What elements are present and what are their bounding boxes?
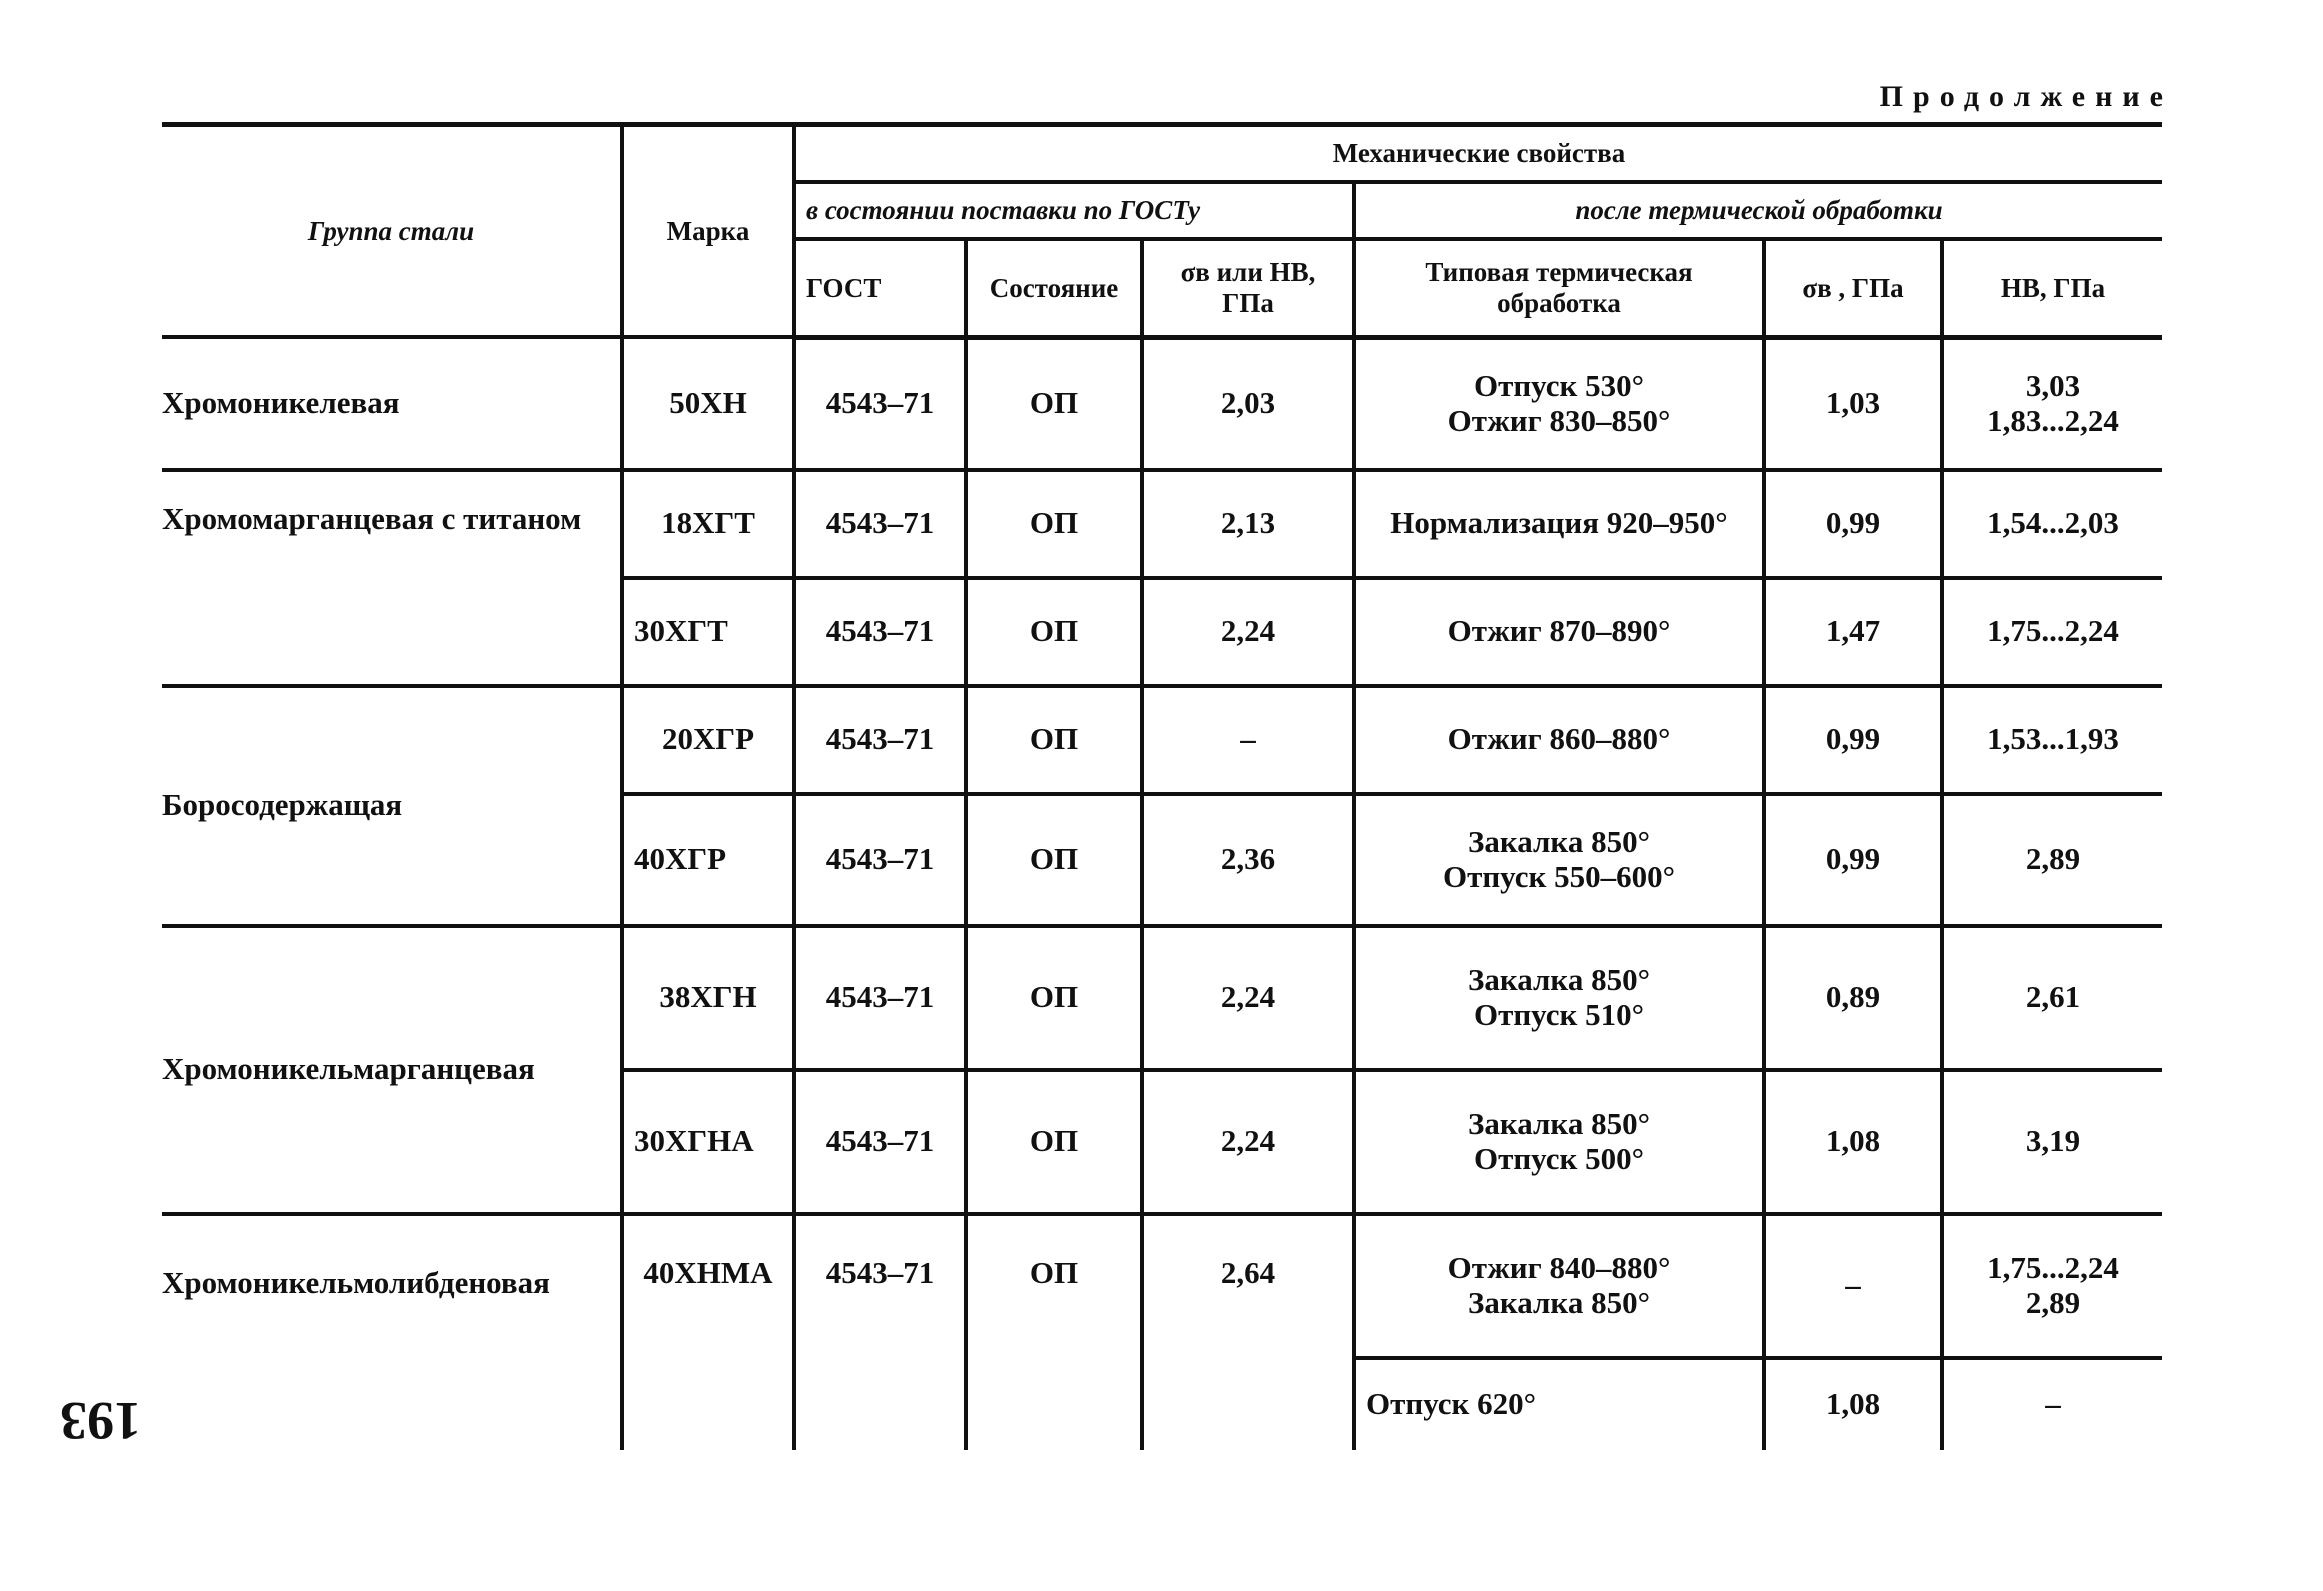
hb-cell: –	[1942, 1358, 2162, 1450]
heat-treatment-cell: Отпуск 620°	[1354, 1358, 1764, 1450]
table-row	[162, 926, 2162, 1070]
table-row	[162, 470, 2162, 578]
steel-group-cell: Хромоникельмолибденовая	[162, 1214, 622, 1450]
header-state: Состояние	[966, 239, 1142, 337]
header-mechanical-properties: Механические свойства	[794, 125, 2162, 182]
hb-cell: 2,61	[1942, 926, 2162, 1070]
header-delivery-state: в состоянии поставки по ГОСТу	[794, 182, 1354, 239]
header-sigma-or-hb: σв или HB, ГПа	[1142, 239, 1354, 337]
state-cell: ОП	[966, 1070, 1142, 1214]
heat-treatment-cell: Закалка 850° Отпуск 510°	[1354, 926, 1764, 1070]
grade-cell: 30ХГНА	[622, 1070, 794, 1214]
table-row	[162, 1214, 2162, 1358]
table-row	[162, 337, 2162, 470]
sigma-cell: 0,99	[1764, 686, 1942, 794]
sigma-hb-cell: 2,24	[1142, 1070, 1354, 1214]
state-cell: ОП	[966, 686, 1142, 794]
sigma-hb-cell: 2,36	[1142, 794, 1354, 926]
header-sigma: σв , ГПа	[1764, 239, 1942, 337]
header-after-heat-treatment: после термической обработки	[1354, 182, 2162, 239]
sigma-cell: 0,89	[1764, 926, 1942, 1070]
sigma-hb-cell: 2,64	[1142, 1214, 1354, 1450]
gost-cell: 4543–71	[794, 794, 966, 926]
hb-cell: 1,53...1,93	[1942, 686, 2162, 794]
hb-cell: 3,19	[1942, 1070, 2162, 1214]
heat-treatment-cell: Отпуск 530° Отжиг 830–850°	[1354, 337, 1764, 470]
steel-properties-table	[162, 122, 2162, 1450]
state-cell: ОП	[966, 470, 1142, 578]
header-steel-group: Группа стали	[162, 125, 622, 338]
continuation-label: Продолжение	[1879, 80, 2173, 113]
sigma-cell: 0,99	[1764, 794, 1942, 926]
page-number: 193	[60, 1391, 141, 1451]
state-cell: ОП	[966, 337, 1142, 470]
hb-cell: 1,75...2,24	[1942, 578, 2162, 686]
grade-cell: 18ХГТ	[622, 470, 794, 578]
hb-cell: 3,03 1,83...2,24	[1942, 337, 2162, 470]
sigma-hb-cell: 2,13	[1142, 470, 1354, 578]
steel-group-cell: Боросодержащая	[162, 686, 622, 926]
steel-group-cell: Хромоникельмарганцевая	[162, 926, 622, 1214]
table-row	[162, 686, 2162, 794]
heat-treatment-cell: Закалка 850° Отпуск 550–600°	[1354, 794, 1764, 926]
heat-treatment-cell: Нормализация 920–950°	[1354, 470, 1764, 578]
gost-cell: 4543–71	[794, 1214, 966, 1450]
header-heat-treatment: Типовая термическая обработка	[1354, 239, 1764, 337]
sigma-hb-cell: –	[1142, 686, 1354, 794]
sigma-cell: 1,47	[1764, 578, 1942, 686]
grade-cell: 40ХНМА	[622, 1214, 794, 1450]
header-hb: HB, ГПа	[1942, 239, 2162, 337]
hb-cell: 1,54...2,03	[1942, 470, 2162, 578]
state-cell: ОП	[966, 1214, 1142, 1450]
sigma-cell: 1,08	[1764, 1070, 1942, 1214]
sigma-hb-cell: 2,03	[1142, 337, 1354, 470]
grade-cell: 30ХГТ	[622, 578, 794, 686]
header-gost: ГОСТ	[794, 239, 966, 337]
heat-treatment-cell: Закалка 850° Отпуск 500°	[1354, 1070, 1764, 1214]
gost-cell: 4543–71	[794, 686, 966, 794]
heat-treatment-cell: Отжиг 860–880°	[1354, 686, 1764, 794]
gost-cell: 4543–71	[794, 926, 966, 1070]
grade-cell: 38ХГН	[622, 926, 794, 1070]
steel-group-cell: Хромомарганцевая с титаном	[162, 470, 622, 686]
grade-cell: 20ХГР	[622, 686, 794, 794]
state-cell: ОП	[966, 794, 1142, 926]
sigma-cell: 1,08	[1764, 1358, 1942, 1450]
header-grade: Марка	[622, 125, 794, 338]
gost-cell: 4543–71	[794, 470, 966, 578]
gost-cell: 4543–71	[794, 337, 966, 470]
heat-treatment-cell: Отжиг 870–890°	[1354, 578, 1764, 686]
grade-cell: 50ХН	[622, 337, 794, 470]
gost-cell: 4543–71	[794, 578, 966, 686]
grade-cell: 40ХГР	[622, 794, 794, 926]
gost-cell: 4543–71	[794, 1070, 966, 1214]
sigma-hb-cell: 2,24	[1142, 926, 1354, 1070]
hb-cell: 1,75...2,24 2,89	[1942, 1214, 2162, 1358]
sigma-cell: 0,99	[1764, 470, 1942, 578]
sigma-cell: –	[1764, 1214, 1942, 1358]
sigma-hb-cell: 2,24	[1142, 578, 1354, 686]
sigma-cell: 1,03	[1764, 337, 1942, 470]
state-cell: ОП	[966, 578, 1142, 686]
heat-treatment-cell: Отжиг 840–880° Закалка 850°	[1354, 1214, 1764, 1358]
hb-cell: 2,89	[1942, 794, 2162, 926]
steel-group-cell: Хромоникелевая	[162, 337, 622, 470]
state-cell: ОП	[966, 926, 1142, 1070]
